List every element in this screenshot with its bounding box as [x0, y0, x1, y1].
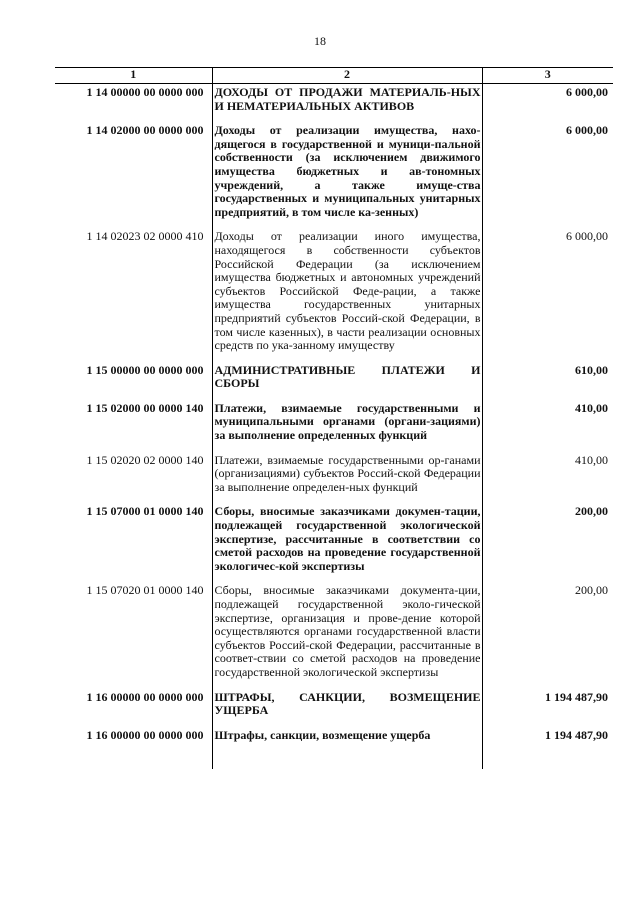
amount-cell: 410,00	[482, 402, 613, 454]
table-row	[55, 691, 613, 729]
amount-cell: 6 000,00	[482, 84, 613, 125]
amount-cell: 610,00	[482, 364, 613, 402]
table-body	[55, 84, 613, 770]
revenue-name-cell: ДОХОДЫ ОТ ПРОДАЖИ МАТЕРИАЛЬ-НЫХ И НЕМАТЕРИАЛЬНЫХ АКТИВОВ	[212, 84, 482, 125]
amount-cell: 6 000,00	[482, 124, 613, 230]
revenue-code-cell: 1 16 00000 00 0000 000	[86, 727, 204, 742]
revenue-code-cell: 1 15 02020 02 0000 140	[86, 452, 204, 467]
table-row	[55, 729, 613, 754]
revenue-code-cell: 1 15 07020 01 0000 140	[86, 583, 204, 598]
revenue-code-cell: 1 14 02000 00 0000 000	[86, 123, 204, 138]
table-row	[55, 584, 613, 690]
revenue-name-cell: Платежи, взимаемые государственными ор-ганами (организациями) субъектов Россий-ской Федерации за выполнение определен-ных функций	[212, 454, 482, 506]
revenue-name-cell: Платежи, взимаемые государственными и муниципальными органами (органи-зациями) за выполнение определенных функций	[212, 402, 482, 454]
table-row	[55, 454, 613, 506]
amount-cell: 410,00	[482, 454, 613, 506]
revenue-name-cell: Доходы от реализации иного имущества, находящегося в собственности субъектов Российской Федерации (за исключением имущества бюджетных и автономных учреждений субъектов Российской Феде-рации, а также имущества государственных унитарных предприятий субъектов Россий-ской Федерации, в том числе казенных), в части реализации основных средств по ука-занному имуществу	[212, 230, 482, 363]
table-header-row	[55, 68, 613, 84]
revenue-code-cell: 1 15 07000 01 0000 140	[86, 504, 204, 519]
revenue-code-cell: 1 16 00000 00 0000 000	[86, 689, 204, 704]
revenue-code-cell: 1 14 00000 00 0000 000	[86, 85, 204, 99]
revenue-name-cell: ШТРАФЫ, САНКЦИИ, ВОЗМЕЩЕНИЕ УЩЕРБА	[212, 691, 482, 729]
amount-cell: 1 194 487,90	[482, 729, 613, 754]
amount-cell: 200,00	[482, 505, 613, 584]
table-row	[55, 124, 613, 230]
revenue-name-cell: Сборы, вносимые заказчиками докумен-тации, подлежащей государственной экологической экспертизе, рассчитанные в соответствии со сметой расходов на проведение государственной экологичес-кой экспертизы	[212, 505, 482, 584]
amount-cell: 200,00	[482, 584, 613, 690]
table-row	[55, 505, 613, 584]
revenue-name-cell: АДМИНИСТРАТИВНЫЕ ПЛАТЕЖИ И СБОРЫ	[212, 364, 482, 402]
column-header-name: 2	[212, 68, 482, 84]
table-row	[55, 402, 613, 454]
revenue-code-cell: 1 14 02023 02 0000 410	[86, 229, 204, 244]
budget-revenue-table	[55, 67, 613, 769]
empty-cell	[212, 753, 482, 769]
revenue-name-cell: Доходы от реализации имущества, нахо-дящегося в государственной и муници-пальной собственности (за исключением движимого имущества бюджетных и ав-тономных учреждений, а также имуще-ства государственных и муниципальных унитарных предприятий, в том числе ка-зенных)	[212, 124, 482, 230]
column-header-code: 1	[55, 68, 212, 84]
amount-cell: 6 000,00	[482, 230, 613, 363]
page-number: 18	[314, 34, 326, 48]
amount-cell: 1 194 487,90	[482, 691, 613, 729]
table-row	[55, 364, 613, 402]
revenue-code-cell: 1 15 00000 00 0000 000	[86, 362, 204, 377]
revenue-name-cell: Штрафы, санкции, возмещение ущерба	[212, 729, 482, 754]
revenue-name-cell: Сборы, вносимые заказчиками документа-ции, подлежащей государственной эколо-гической экспертизе, организация и прове-дение которой осуществляются органами государственной власти субъектов Россий-ской Федерации, рассчитанные в соответ-ствии со сметой расходов на проведение государственной экологической экспертизы	[212, 584, 482, 690]
revenue-code-cell: 1 15 02000 00 0000 140	[86, 400, 204, 415]
empty-cell	[482, 753, 613, 769]
table-row	[55, 84, 613, 125]
table-row-continuation	[55, 753, 613, 769]
column-header-amount: 3	[482, 68, 613, 84]
empty-cell	[55, 753, 212, 769]
table-row	[55, 230, 613, 363]
